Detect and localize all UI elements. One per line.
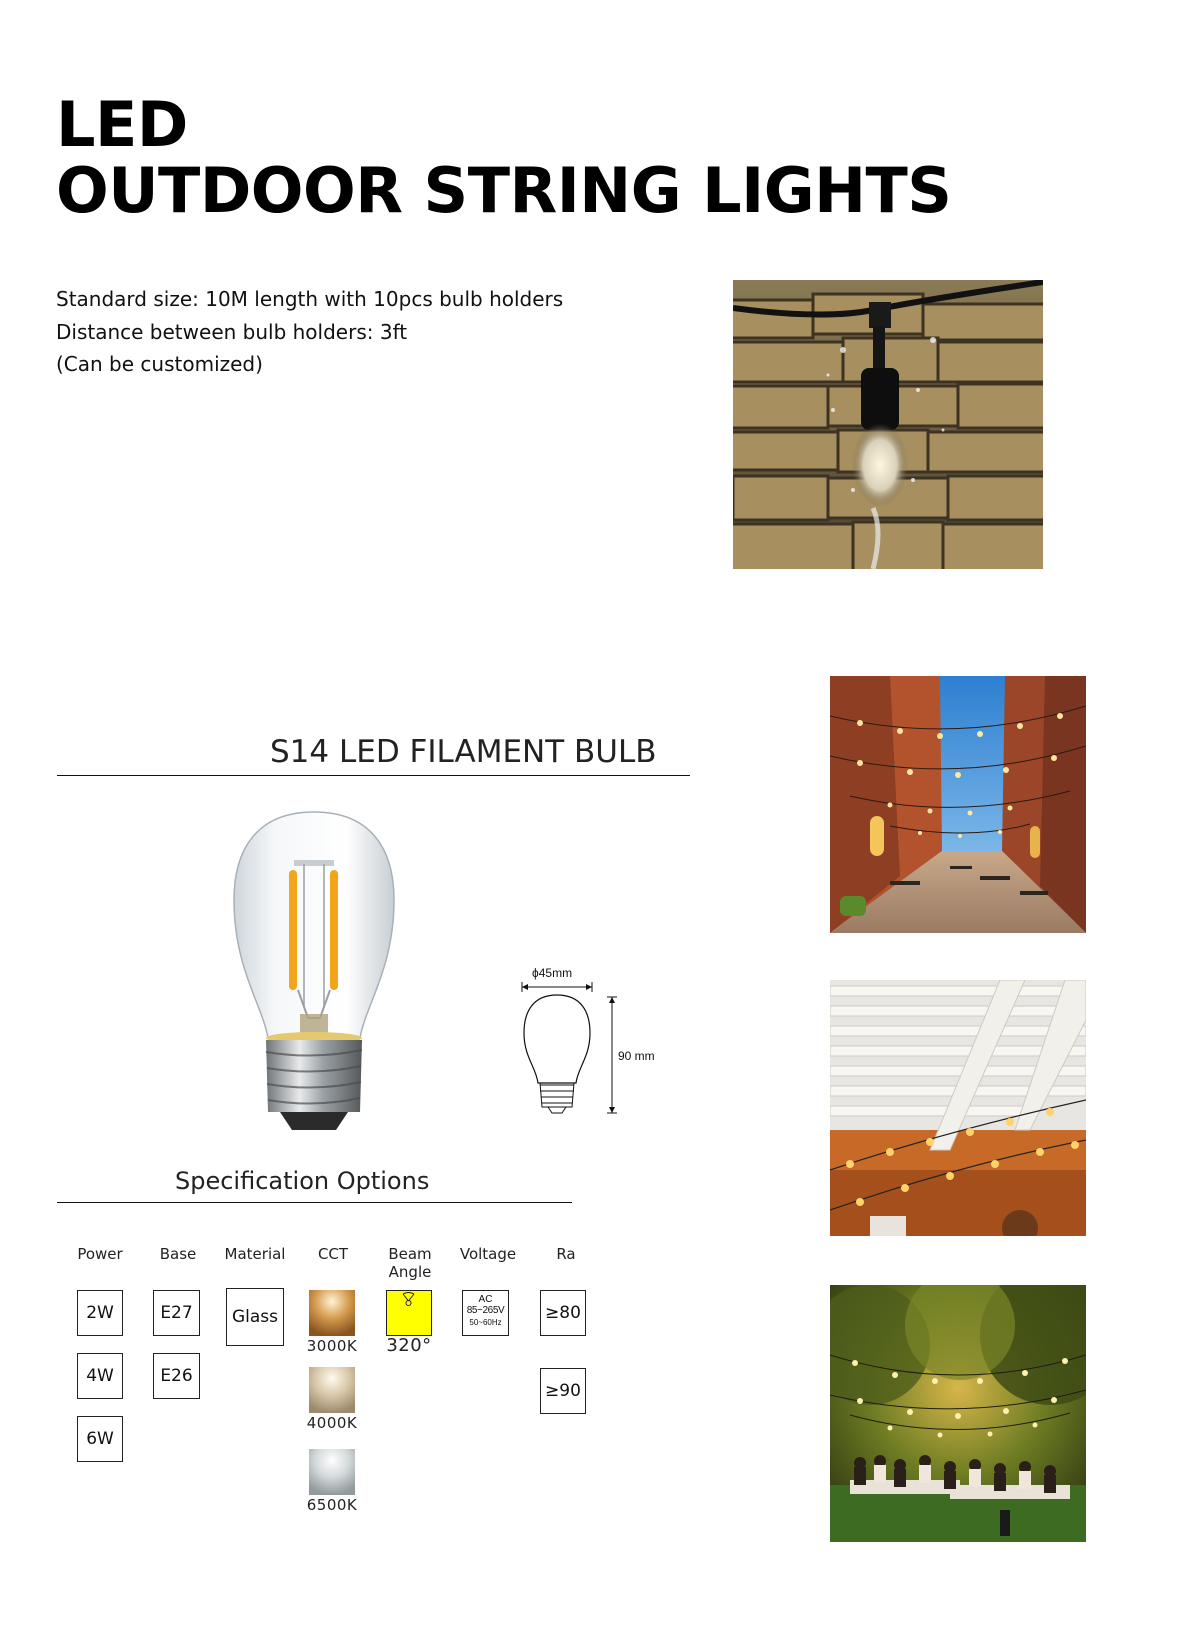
photo-alley-lights [830,676,1086,933]
spec-material-glass: Glass [226,1288,284,1346]
spec-cct-6500k-label: 6500K [306,1496,358,1514]
intro-line-distance: Distance between bulb holders: 3ft [56,319,408,344]
title-line-2: OUTDOOR STRING LIGHTS [56,154,952,227]
spec-header-material: Material [224,1245,286,1263]
spec-power-6w: 6W [77,1416,123,1462]
product-title-rule [57,775,690,776]
spec-header-power: Power [77,1245,123,1263]
spec-base-e27: E27 [153,1290,200,1336]
spec-base-e26: E26 [153,1353,200,1399]
spec-title-rule [57,1202,572,1203]
dimension-height: 90 mm [618,1049,655,1063]
spec-beam-angle-label: 320° [386,1335,432,1356]
spec-header-ra: Ra [556,1245,576,1263]
page-title [56,88,952,227]
spec-voltage-range: 85~265V [466,1305,505,1316]
spec-power-2w: 2W [77,1290,123,1336]
photo-pergola-lights [830,980,1086,1236]
intro-line-size: Standard size: 10M length with 10pcs bulb holders [56,287,564,311]
spec-cct-4000k-swatch [309,1367,355,1413]
spec-voltage-ac: AC [478,1294,493,1305]
title-line-1: LED [56,88,188,161]
spec-header-base: Base [159,1245,197,1263]
photo-garden-party [830,1285,1086,1542]
dimension-drawing [510,955,680,1125]
spec-cct-4000k-label: 4000K [306,1414,358,1432]
spec-beam-angle-icon [386,1290,432,1336]
spec-voltage-frequency: 50~60Hz [469,1318,502,1327]
spec-ra-90: ≥90 [540,1368,586,1414]
spec-voltage-box [462,1290,509,1336]
spec-header-cct: CCT [317,1245,349,1263]
spec-cct-3000k-label: 3000K [306,1337,358,1355]
dimension-diameter: ϕ45mm [532,966,573,980]
spec-title: Specification Options [175,1167,430,1195]
spec-power-4w: 4W [77,1353,123,1399]
spec-ra-80: ≥80 [540,1290,586,1336]
spec-cct-6500k-swatch [309,1449,355,1495]
photo-bulb-rain [733,280,1043,569]
bulb-illustration [228,808,400,1136]
spec-cct-3000k-swatch [309,1290,355,1336]
spec-header-voltage: Voltage [459,1245,517,1263]
spec-header-beam-angle: Beam Angle [388,1245,432,1281]
product-title: S14 LED FILAMENT BULB [270,734,657,770]
intro-line-custom: (Can be customized) [56,352,263,376]
intro-text [56,283,563,381]
